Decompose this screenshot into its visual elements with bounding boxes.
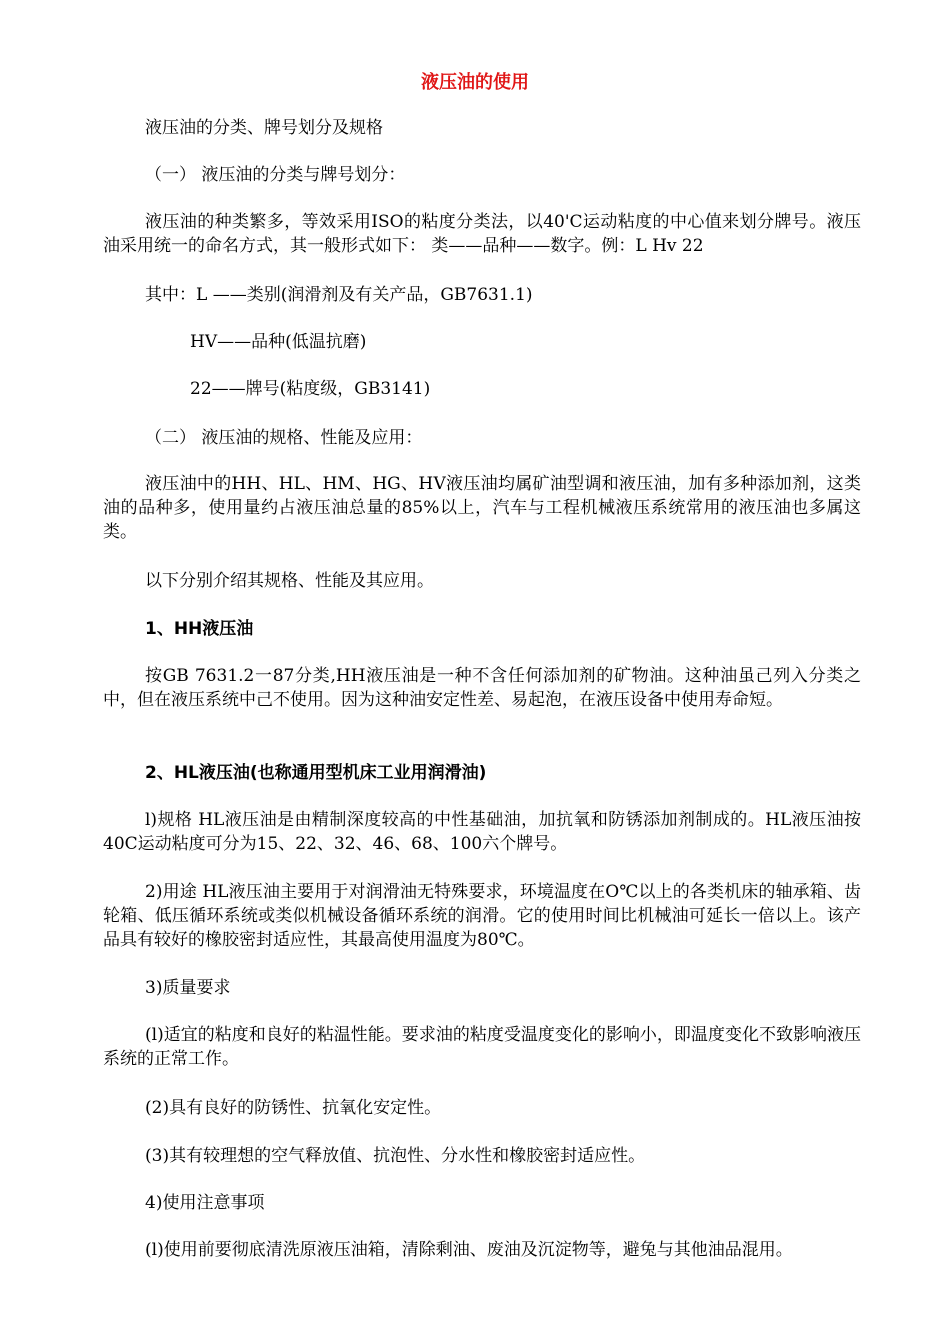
paragraph-quality-2: (2)具有良好的防锈性、抗氧化安定性。 [145,1098,442,1118]
paragraph-hh: 按GB 7631.2一87分类,HH液压油是一种不含任何添加剂的矿物油。这种油虽己列入分类之中，但在液压系统中己不使用。因为这种油安定性差、易起泡，在液压设备中使用寿命短。 [103,666,861,710]
paragraph-spec: l)规格 HL液压油是由精制深度较高的中性基础油，加抗氧和防锈添加剂制成的。HL液压油按40C运动粘度可分为15、22、32、46、68、100六个牌号。 [103,810,861,854]
paragraph-quality-3: (3)其有较理想的空气释放值、抗泡性、分水性和橡胶密封适应性。 [145,1146,646,1166]
paragraph-where: 其中：L ——类别(润滑剂及有关产品，GB7631.1) [145,285,533,305]
paragraph-following: 以下分别介绍其规格、性能及其应用。 [145,571,434,591]
paragraph-hv: HV——品种(低温抗磨) [190,332,367,352]
paragraph-notes-1: (l)使用前要彻底清洗原液压油箱，清除剩油、废油及沉淀物等，避兔与其他油品混用。 [145,1240,793,1260]
heading-hl: 2、HL液压油(也称通用型机床工业用润滑油) [145,763,487,783]
paragraph-quality: 3)质量要求 [145,978,231,998]
subsection-heading-1: （一） 液压油的分类与牌号划分： [145,165,406,185]
paragraph-notes: 4)使用注意事项 [145,1193,265,1213]
heading-hh: 1、HH液压油 [145,619,254,639]
page-title: 液压油的使用 [421,72,529,93]
section-heading: 液压油的分类、牌号划分及规格 [145,118,383,138]
paragraph-intro: 液压油的种类繁多，等效采用ISO的粘度分类法，以40'C运动粘度的中心值来划分牌号。液压油采用统一的命名方式，其一般形式如下： 类——品种——数字。例：L Hv 22 [103,212,861,256]
paragraph-22: 22——牌号(粘度级，GB3141) [190,379,431,399]
paragraph-use: 2)用途 HL液压油主要用于对润滑油无特殊要求，环境温度在O℃以上的各类机床的轴承箱、齿轮箱、低压循环系统或类似机械设备循环系统的润滑。它的使用时间比机械油可延长一倍以上。该产品具有较好的橡胶密封适应性，其最高使用温度为80℃。 [103,882,861,950]
paragraph-mineral-oils: 液压油中的HH、HL、HM、HG、HⅤ液压油均属矿油型调和液压油，加有多种添加剂，这类油的品种多，使用量约占液压油总量的85%以上，汽车与工程机械液压系统常用的液压油也多属这类。 [103,474,861,542]
subsection-heading-2: （二） 液压油的规格、性能及应用： [145,428,423,448]
paragraph-quality-1: (l)适宜的粘度和良好的粘温性能。要求油的粘度受温度变化的影响小，即温度变化不致影响液压系统的正常工作。 [103,1025,861,1069]
